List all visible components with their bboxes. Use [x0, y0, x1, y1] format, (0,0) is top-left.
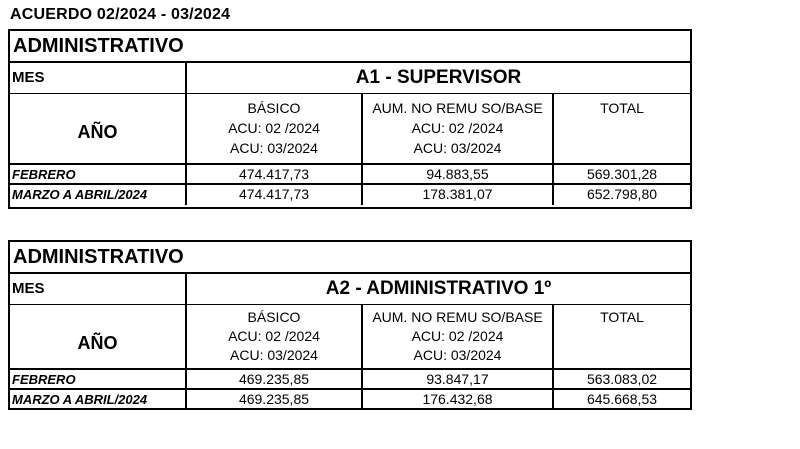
- row-total: 645.668,53: [586, 391, 658, 407]
- row-aum: 176.432,68: [363, 390, 554, 410]
- category-title: A1 - SUPERVISOR: [355, 67, 522, 88]
- row-mes: FEBRERO: [10, 370, 187, 388]
- row-aum: 93.847,17: [363, 370, 554, 388]
- mes-label: MES: [10, 63, 187, 93]
- table-row: [10, 370, 690, 390]
- basico-header-acu-02: ACU: 02 /2024: [228, 120, 320, 136]
- row-total: 652.798,80: [586, 186, 658, 202]
- basico-header: [187, 94, 363, 163]
- table-row: [10, 185, 690, 205]
- row-mes: FEBRERO: [10, 165, 187, 183]
- document-title: ACUERDO 02/2024 - 03/2024: [10, 6, 231, 23]
- basico-header-acu-03: ACU: 03/2024: [230, 140, 318, 156]
- row-mes: MARZO A ABRIL/2024: [10, 390, 187, 410]
- category-row: [10, 63, 690, 94]
- column-header-row: [10, 305, 690, 370]
- aum-header-title: AUM. NO REMU SO/BASE: [372, 100, 543, 116]
- basico-header-acu-02: ACU: 02 /2024: [228, 328, 320, 344]
- table-row: [10, 165, 690, 185]
- salary-table-a2: [8, 240, 692, 410]
- section-heading: ADMINISTRATIVO: [10, 31, 690, 63]
- aum-header-title: AUM. NO REMU SO/BASE: [372, 309, 543, 325]
- anio-cell: [10, 305, 187, 368]
- mes-label: MES: [10, 274, 187, 304]
- row-basico: 469.235,85: [187, 370, 363, 388]
- row-basico: 474.417,73: [187, 185, 363, 205]
- row-basico: 469.235,85: [187, 390, 363, 410]
- row-basico: 474.417,73: [187, 165, 363, 183]
- basico-header-acu-03: ACU: 03/2024: [230, 347, 318, 363]
- aum-header-acu-02: ACU: 02 /2024: [411, 120, 504, 136]
- aum-header-acu-03: ACU: 03/2024: [413, 140, 502, 156]
- basico-header-title: BÁSICO: [247, 100, 301, 116]
- total-header-title: TOTAL: [600, 309, 644, 325]
- anio-cell: [10, 94, 187, 163]
- total-header-title: TOTAL: [600, 100, 644, 116]
- table-row: [10, 390, 690, 410]
- basico-header: [187, 305, 363, 368]
- aum-header: [363, 94, 554, 163]
- row-total: 563.083,02: [586, 371, 658, 387]
- total-header: [554, 305, 690, 368]
- row-mes: MARZO A ABRIL/2024: [10, 185, 187, 205]
- anio-label: AÑO: [77, 333, 118, 353]
- row-aum: 178.381,07: [363, 185, 554, 205]
- aum-header: [363, 305, 554, 368]
- aum-header-acu-02: ACU: 02 /2024: [411, 328, 504, 344]
- row-aum: 94.883,55: [363, 165, 554, 183]
- category-title: A2 - ADMINISTRATIVO 1º: [325, 278, 552, 299]
- category-row: [10, 274, 690, 305]
- salary-table-a1: [8, 29, 692, 209]
- anio-label: AÑO: [77, 122, 118, 142]
- total-header: [554, 94, 690, 163]
- aum-header-acu-03: ACU: 03/2024: [413, 347, 502, 363]
- column-header-row: [10, 94, 690, 165]
- basico-header-title: BÁSICO: [247, 309, 301, 325]
- section-heading: ADMINISTRATIVO: [10, 242, 690, 274]
- row-total: 569.301,28: [586, 166, 658, 182]
